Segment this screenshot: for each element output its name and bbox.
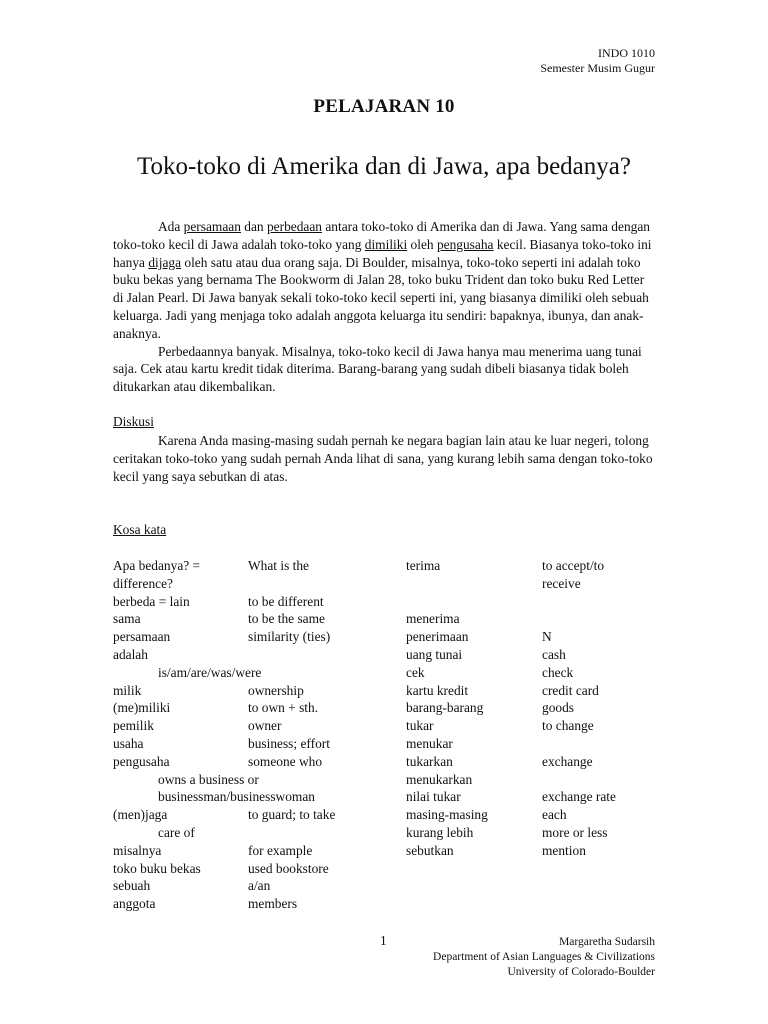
vocabulary-row	[113, 664, 393, 682]
vocabulary-row	[113, 788, 393, 806]
vocabulary-row	[113, 860, 393, 878]
vocabulary-row	[113, 753, 393, 771]
vocabulary-row	[113, 699, 393, 717]
vocabulary-definition: to be the same	[248, 611, 325, 627]
vocabulary-row	[406, 575, 666, 593]
vocabulary-definition: check	[542, 664, 574, 680]
vocab-underline: perbedaan	[266, 219, 322, 234]
vocabulary-definition: a/an	[248, 878, 271, 894]
vocabulary-term: menukarkan	[406, 771, 473, 787]
vocabulary-definition: to own + sth.	[248, 700, 319, 716]
vocabulary-column-left	[113, 557, 393, 913]
vocabulary-row	[406, 593, 666, 611]
author-name: Margaretha Sudarsih	[559, 936, 655, 948]
vocabulary-row	[406, 806, 666, 824]
vocabulary-definition: to guard; to take	[248, 807, 336, 823]
vocabulary-row	[406, 788, 666, 806]
vocabulary-row	[113, 877, 393, 895]
vocabulary-definition: used bookstore	[248, 860, 329, 876]
vocabulary-term: sebuah	[113, 878, 151, 894]
reading-paragraph-2: Perbedaannya banyak. Misalnya, toko-toko kecil di Jawa hanya mau menerima uang tunai saja. Cek atau kartu kredit tidak diterima. Barang-barang yang sudah dibeli biasanya tidak boleh ditukarkan atau dikembalikan.	[113, 343, 642, 395]
vocabulary-term: tukar	[406, 718, 434, 734]
reading-passage	[113, 218, 653, 396]
vocabulary-term: usaha	[113, 735, 144, 751]
vocabulary-row	[113, 557, 393, 575]
vocabulary-term: tukarkan	[406, 753, 453, 769]
vocabulary-term: penerimaan	[406, 629, 469, 645]
vocabulary-definition-continued: care of	[158, 824, 195, 840]
course-code: INDO 1010	[598, 46, 655, 60]
vocabulary-definition: each	[542, 807, 567, 823]
vocabulary-definition: mention	[542, 842, 586, 858]
page-number: 1	[380, 933, 387, 948]
vocabulary-row	[113, 682, 393, 700]
vocabulary-term: pengusaha	[113, 753, 170, 769]
vocabulary-definition: similarity (ties)	[248, 629, 331, 645]
vocabulary-row	[113, 575, 393, 593]
vocabulary-term: difference?	[113, 575, 173, 591]
vocabulary-row	[406, 557, 666, 575]
vocabulary-definition: to be different	[248, 593, 324, 609]
vocabulary-definition: business; effort	[248, 735, 330, 751]
vocabulary-row	[406, 610, 666, 628]
vocabulary-term: barang-barang	[406, 700, 484, 716]
vocabulary-row	[406, 646, 666, 664]
vocabulary-term: masing-masing	[406, 807, 488, 823]
vocabulary-term: menukar	[406, 735, 453, 751]
vocabulary-term: kartu kredit	[406, 682, 469, 698]
vocabulary-column-right	[406, 557, 666, 860]
vocabulary-term: nilai tukar	[406, 789, 461, 805]
vocabulary-definition: What is the	[248, 558, 309, 573]
discussion-text-block	[113, 432, 653, 485]
vocabulary-term: misalnya	[113, 842, 162, 858]
vocabulary-term: persamaan	[113, 629, 171, 645]
vocabulary-term: berbeda = lain	[113, 593, 190, 609]
vocabulary-term: menerima	[406, 611, 460, 627]
vocabulary-definition-continued: businessman/businesswoman	[158, 789, 315, 805]
vocabulary-definition-continued: is/am/are/was/were	[158, 664, 262, 680]
vocabulary-definition: receive	[542, 575, 581, 591]
vocabulary-definition: someone who	[248, 753, 323, 769]
vocabulary-term: toko buku bekas	[113, 860, 201, 876]
vocabulary-row	[113, 735, 393, 753]
vocab-underline: dijaga	[148, 254, 182, 270]
vocabulary-definition: credit card	[542, 682, 599, 698]
vocabulary-definition: exchange rate	[542, 789, 616, 805]
vocabulary-definition: ownership	[248, 682, 304, 698]
vocabulary-term: terima	[406, 558, 441, 573]
vocabulary-term: anggota	[113, 896, 156, 912]
vocab-underline: pengusaha	[436, 236, 494, 252]
vocabulary-row	[406, 842, 666, 860]
discussion-text: Karena Anda masing-masing sudah pernah ke negara bagian lain atau ke luar negeri, tolong ceritakan toko-toko yang sudah pernah Anda lihat di sana, yang kurang lebih sama dengan toko-toko kecil yang saya sebutkan di atas.	[113, 433, 653, 484]
vocabulary-definition: more or less	[542, 824, 608, 840]
vocabulary-term: sama	[113, 611, 141, 627]
vocabulary-row	[113, 895, 393, 913]
vocabulary-definition: to accept/to	[542, 558, 605, 573]
vocabulary-row	[406, 664, 666, 682]
vocabulary-term: (me)miliki	[113, 700, 171, 716]
vocabulary-row	[113, 771, 393, 789]
vocabulary-term: kurang lebih	[406, 824, 474, 840]
university-name: University of Colorado-Boulder	[507, 966, 655, 978]
vocabulary-row	[406, 753, 666, 771]
vocabulary-row	[406, 699, 666, 717]
vocabulary-term: cek	[406, 664, 425, 680]
vocabulary-row	[113, 842, 393, 860]
vocabulary-definition: exchange	[542, 753, 593, 769]
department-name: Department of Asian Languages & Civilizations	[433, 951, 655, 963]
vocabulary-term: sebutkan	[406, 842, 454, 858]
vocabulary-definition: for example	[248, 842, 313, 858]
vocabulary-definition: goods	[542, 700, 574, 716]
vocabulary-row	[406, 682, 666, 700]
vocabulary-definition: cash	[542, 646, 566, 662]
vocabulary-row	[113, 593, 393, 611]
vocab-underline: dimiliki	[364, 236, 408, 252]
lesson-title: PELAJARAN 10	[313, 96, 455, 117]
semester-label: Semester Musim Gugur	[540, 61, 655, 75]
vocabulary-term: (men)jaga	[113, 807, 168, 823]
vocabulary-definition: owner	[248, 718, 282, 734]
vocabulary-term: uang tunai	[406, 646, 463, 662]
page-title: Toko-toko di Amerika dan di Jawa, apa bedanya?	[137, 153, 631, 180]
vocabulary-definition: N	[542, 629, 552, 645]
vocabulary-term: adalah	[113, 646, 148, 662]
vocabulary-row	[113, 646, 393, 664]
vocabulary-row	[406, 717, 666, 735]
vocabulary-term: Apa bedanya? =	[113, 558, 201, 573]
vocabulary-row	[406, 824, 666, 842]
reading-paragraph-1: Ada persamaan dan perbedaan antara toko-toko di Amerika dan di Jawa. Yang sama dengan toko-toko kecil di Jawa adalah toko-toko yang dimiliki oleh pengusaha kecil. Biasanya toko-toko ini hanya dijaga oleh satu atau dua orang saja. Di Boulder, misalnya, toko-toko seperti ini adalah toko buku bekas yang bernama The Bookworm di Jalan 28, toko buku Trident dan toko buku Red Letter di Jalan Pearl. Di Jawa banyak sekali toko-toko kecil seperti ini, yang biasanya dimiliki oleh sebuah keluarga. Jadi yang menjaga toko adalah anggota keluarga itu sendiri: bapaknya, ibunya, dan anak-anaknya.	[113, 219, 652, 341]
vocabulary-row	[113, 628, 393, 646]
vocabulary-row	[113, 824, 393, 842]
page-header	[540, 46, 655, 76]
discussion-heading: Diskusi	[113, 414, 154, 429]
vocabulary-row	[406, 771, 666, 789]
vocabulary-term: pemilik	[113, 718, 154, 734]
vocabulary-row	[113, 806, 393, 824]
vocabulary-definition: members	[248, 896, 298, 912]
vocabulary-row	[113, 610, 393, 628]
vocabulary-heading: Kosa kata	[113, 522, 167, 537]
vocabulary-definition: to change	[542, 718, 594, 734]
vocabulary-row	[113, 717, 393, 735]
vocabulary-term: milik	[113, 682, 142, 698]
vocab-underline: persamaan	[183, 219, 241, 234]
vocabulary-row	[406, 628, 666, 646]
vocabulary-row	[406, 735, 666, 753]
page-footer	[433, 935, 655, 980]
vocabulary-definition-continued: owns a business or	[158, 771, 259, 787]
